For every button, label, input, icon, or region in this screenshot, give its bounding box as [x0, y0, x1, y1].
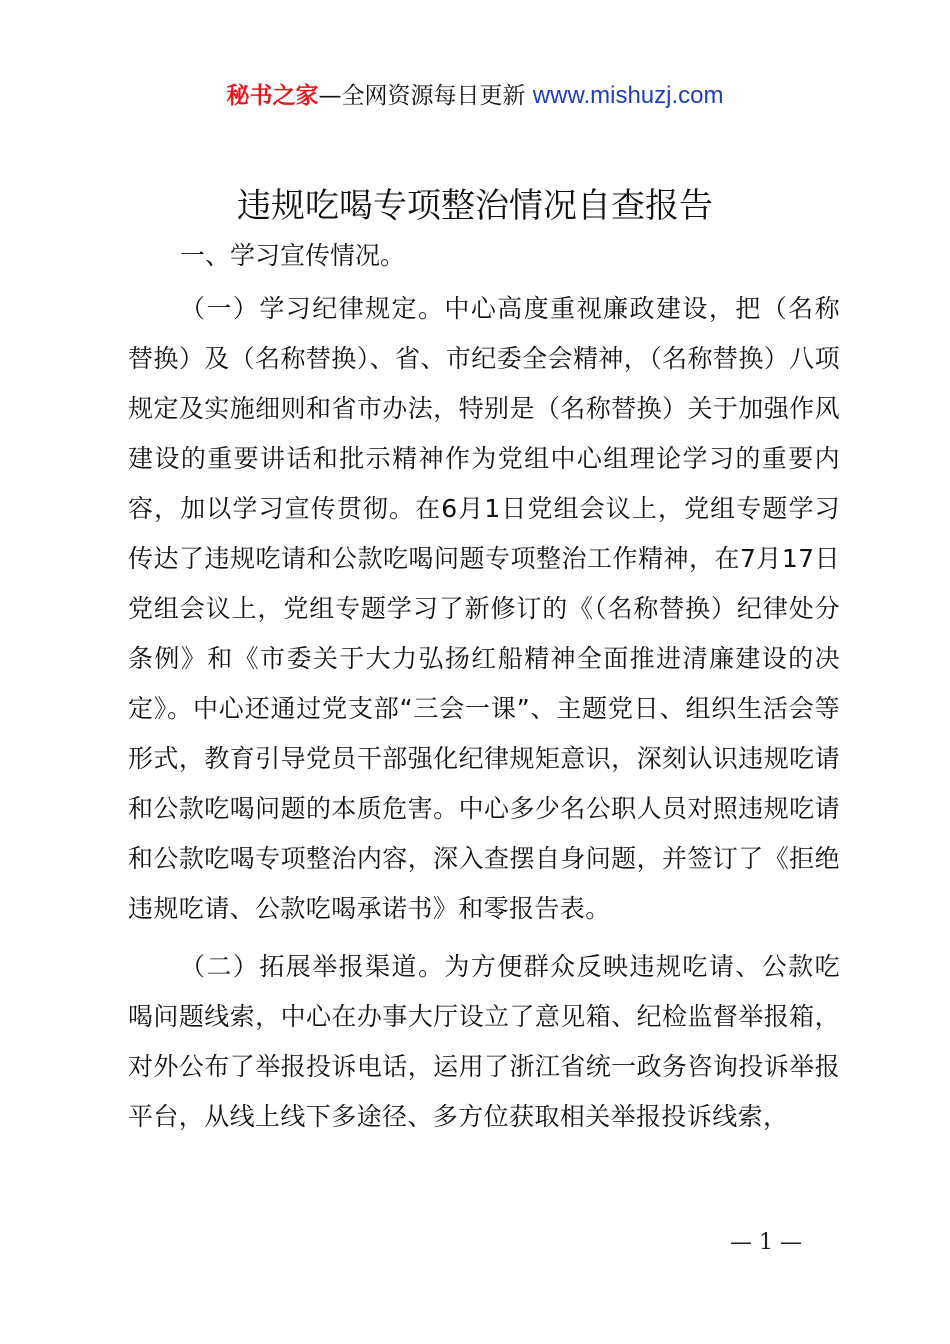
section-heading: 一、学习宣传情况。	[180, 241, 406, 270]
brand-name: 秘书之家	[226, 83, 319, 109]
site-watermark-header	[0, 80, 950, 112]
page-number: — 1 —	[730, 1230, 802, 1255]
paragraph-report-channels: （二）拓展举报渠道。为方便群众反映违规吃请、公款吃喝问题线索，中心在办事大厅设立了意见箱、纪检监督举报箱，对外公布了举报投诉电话，运用了浙江省统一政务咨询投诉举报平台，从线上线下多途径、多方位获取相关举报投诉线索，	[128, 952, 840, 1131]
document-title: 违规吃喝专项整治情况自查报告	[237, 186, 713, 226]
paragraph-study-rules: （一）学习纪律规定。中心高度重视廉政建设，把（名称替换）及（名称替换）、省、市纪委全会精神，（名称替换）八项规定及实施细则和省市办法，特别是（名称替换）关于加强作风建设的重要讲话和批示精神作为党组中心组理论学习的重要内容，加以学习宣传贯彻。在6月1日党组会议上，党组专题学习传达了违规吃请和公款吃喝问题专项整治工作精神，在7月17日党组会议上，党组专题学习了新修订的《（名称替换）纪律处分条例》和《市委关于大力弘扬红船精神全面推进清廉建设的决定》。中心还通过党支部“三会一课”、主题党日、组织生活会等形式，教育引导党员干部强化纪律规矩意识，深刻认识违规吃请和公款吃喝问题的本质危害。中心多少名公职人员对照违规吃请和公款吃喝专项整治内容，深入查摆自身问题，并签订了《拒绝违规吃请、公款吃喝承诺书》和零报告表。	[128, 294, 840, 923]
header-slogan: —全网资源每日更新	[318, 83, 526, 109]
document-body	[128, 236, 840, 1142]
header-url-link[interactable]: www.mishuzj.com	[532, 82, 724, 109]
